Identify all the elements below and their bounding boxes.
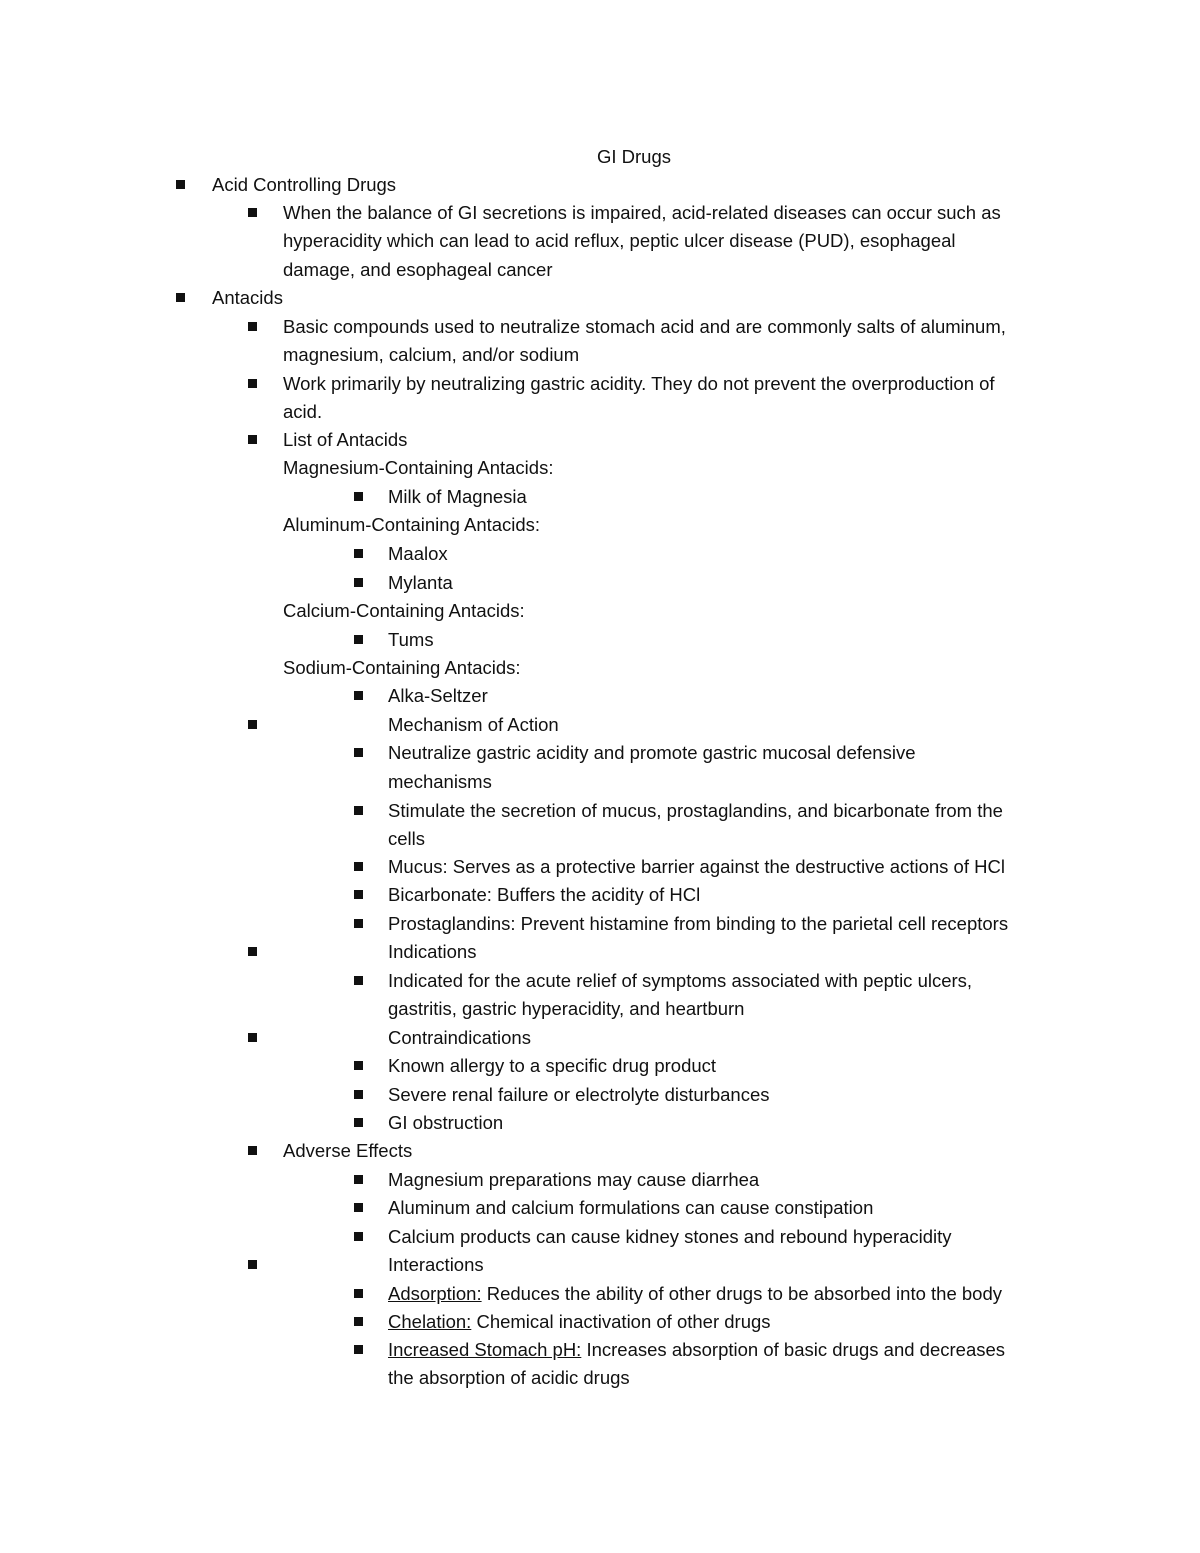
- bullet-icon: [354, 1061, 363, 1070]
- bullet-icon: [354, 578, 363, 587]
- list-item: Basic compounds used to neutralize stomach acid and are commonly salts of aluminum,: [283, 316, 1006, 337]
- list-item-continuation: cells: [388, 828, 426, 849]
- bullet-icon: [248, 720, 257, 729]
- list-item: Known allergy to a specific drug product: [388, 1055, 717, 1076]
- subsection-heading-interactions: Interactions: [388, 1254, 484, 1275]
- group-label-calcium: Calcium-Containing Antacids:: [283, 600, 525, 621]
- list-item: Stimulate the secretion of mucus, prostaglandins, and bicarbonate from the: [388, 800, 1003, 821]
- list-item: Severe renal failure or electrolyte disturbances: [388, 1084, 770, 1105]
- bullet-icon: [354, 1232, 363, 1241]
- bullet-icon: [248, 947, 257, 956]
- list-item: Work primarily by neutralizing gastric acidity. They do not prevent the overproduction of: [283, 373, 995, 394]
- list-item-continuation: damage, and esophageal cancer: [283, 259, 553, 280]
- section-heading-antacids: Antacids: [212, 287, 283, 308]
- list-item: GI obstruction: [388, 1112, 504, 1133]
- interaction-term: Adsorption:: [388, 1283, 482, 1304]
- section-heading-acid-controlling: Acid Controlling Drugs: [212, 174, 397, 195]
- bullet-icon: [354, 890, 363, 899]
- list-item-continuation: acid.: [283, 401, 323, 422]
- page-title: GI Drugs: [596, 146, 672, 167]
- bullet-icon: [354, 691, 363, 700]
- bullet-icon: [354, 1203, 363, 1212]
- list-item: Aluminum and calcium formulations can cause constipation: [388, 1197, 874, 1218]
- bullet-icon: [176, 180, 185, 189]
- group-label-sodium: Sodium-Containing Antacids:: [283, 657, 521, 678]
- list-item: Maalox: [388, 543, 448, 564]
- subsection-heading-contraindications: Contraindications: [388, 1027, 531, 1048]
- bullet-icon: [248, 208, 257, 217]
- interaction-text: Increases absorption of basic drugs and decreases: [581, 1339, 1006, 1360]
- list-item: Mucus: Serves as a protective barrier against the destructive actions of HCl: [388, 856, 1005, 877]
- bullet-icon: [354, 1345, 363, 1354]
- interaction-term: Chelation:: [388, 1311, 472, 1332]
- bullet-icon: [354, 748, 363, 757]
- interaction-text: Chemical inactivation of other drugs: [471, 1311, 771, 1332]
- list-item-continuation: the absorption of acidic drugs: [388, 1367, 630, 1388]
- bullet-icon: [354, 635, 363, 644]
- bullet-icon: [176, 293, 185, 302]
- list-item: Tums: [388, 629, 434, 650]
- bullet-icon: [354, 1118, 363, 1127]
- bullet-icon: [248, 379, 257, 388]
- list-item-continuation: mechanisms: [388, 771, 492, 792]
- list-item: Mylanta: [388, 572, 453, 593]
- bullet-icon: [248, 435, 257, 444]
- bullet-icon: [354, 1090, 363, 1099]
- interaction-term: Increased Stomach pH:: [388, 1339, 582, 1360]
- subsection-heading-adverse-effects: Adverse Effects: [283, 1140, 413, 1161]
- bullet-icon: [354, 862, 363, 871]
- list-item: Neutralize gastric acidity and promote gastric mucosal defensive: [388, 742, 916, 763]
- list-item-continuation: hyperacidity which can lead to acid reflux, peptic ulcer disease (PUD), esophageal: [283, 230, 956, 251]
- bullet-icon: [354, 919, 363, 928]
- interaction-text: Reduces the ability of other drugs to be absorbed into the body: [481, 1283, 1002, 1304]
- list-item: Calcium products can cause kidney stones and rebound hyperacidity: [388, 1226, 952, 1247]
- interaction-item: [388, 1336, 1005, 1364]
- list-item: Prostaglandins: Prevent histamine from binding to the parietal cell receptors: [388, 913, 1009, 934]
- subsection-heading-moa: Mechanism of Action: [388, 714, 559, 735]
- subsection-heading-indications: Indications: [388, 941, 477, 962]
- bullet-icon: [354, 976, 363, 985]
- list-heading: List of Antacids: [283, 429, 408, 450]
- interaction-item: [388, 1308, 771, 1336]
- group-label-aluminum: Aluminum-Containing Antacids:: [283, 514, 541, 535]
- bullet-icon: [248, 1146, 257, 1155]
- list-item: Indicated for the acute relief of symptoms associated with peptic ulcers,: [388, 970, 973, 991]
- bullet-icon: [354, 1317, 363, 1326]
- list-item: Milk of Magnesia: [388, 486, 527, 507]
- interaction-item: [388, 1280, 1002, 1308]
- list-item: Bicarbonate: Buffers the acidity of HCl: [388, 884, 701, 905]
- bullet-icon: [354, 1289, 363, 1298]
- group-label-magnesium: Magnesium-Containing Antacids:: [283, 457, 554, 478]
- list-item: When the balance of GI secretions is impaired, acid-related diseases can occur such as: [283, 202, 1001, 223]
- bullet-icon: [248, 322, 257, 331]
- list-item: Alka-Seltzer: [388, 685, 488, 706]
- bullet-icon: [354, 806, 363, 815]
- bullet-icon: [354, 549, 363, 558]
- bullet-icon: [248, 1033, 257, 1042]
- list-item: Magnesium preparations may cause diarrhea: [388, 1169, 760, 1190]
- list-item-continuation: magnesium, calcium, and/or sodium: [283, 344, 580, 365]
- bullet-icon: [354, 492, 363, 501]
- list-item-continuation: gastritis, gastric hyperacidity, and heartburn: [388, 998, 745, 1019]
- bullet-icon: [354, 1175, 363, 1184]
- bullet-icon: [248, 1260, 257, 1269]
